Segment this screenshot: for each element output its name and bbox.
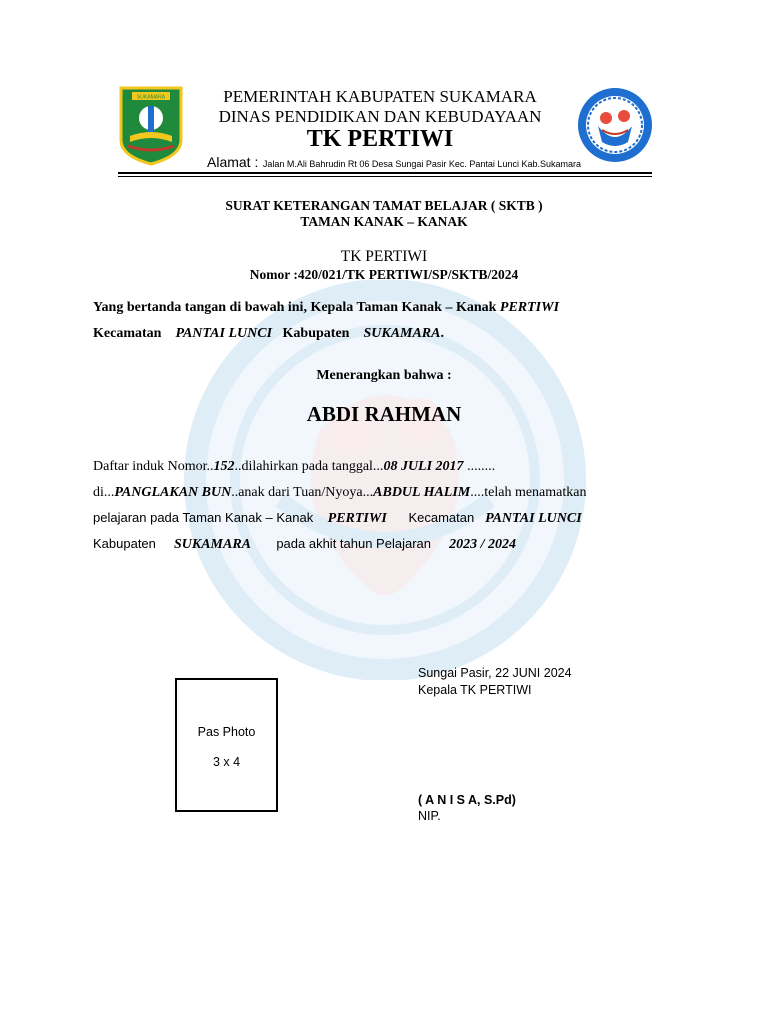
intro-kecamatan: PANTAI LUNCI: [175, 326, 273, 341]
tk-pertiwi-logo: [576, 86, 654, 164]
nomor-label: Daftar induk Nomor..: [93, 459, 214, 474]
study-school: PERTIWI: [327, 511, 387, 526]
study-kabupaten: SUKAMARA: [173, 537, 252, 552]
intro-kabupaten: SUKAMARA: [363, 326, 441, 341]
body-line2: [93, 485, 586, 501]
intro-school: PERTIWI: [499, 300, 560, 315]
study-kecamatan: PANTAI LUNCI: [485, 511, 582, 526]
signature-nip: NIP.: [418, 809, 441, 823]
header-rule-thin: [118, 176, 652, 177]
child-of-text: ..anak dari Tuan/Nyoya...: [231, 485, 374, 500]
header-rule-thick: [118, 172, 652, 174]
born-text: ..dilahirkan pada tanggal...: [234, 459, 384, 474]
di-label: di...: [93, 485, 115, 500]
kabupaten-sukamara-logo: [118, 84, 184, 166]
document-school: TK PERTIWI: [340, 248, 428, 265]
header-address: [207, 154, 581, 172]
document-subtitle: TAMAN KANAK – KANAK: [300, 214, 468, 229]
intro-line2: [93, 326, 444, 342]
left-logo-text: SUKAMARA: [136, 94, 166, 101]
nomor-value: 152: [213, 459, 235, 474]
birth-date: 08 JULI 2017: [383, 459, 464, 474]
intro-kecamatan-label: Kecamatan: [93, 326, 165, 341]
photo-label: Pas Photo: [197, 725, 256, 739]
intro-end: .: [440, 326, 444, 341]
body-line3: [93, 510, 582, 527]
signature-position: Kepala TK PERTIWI: [418, 683, 532, 697]
body-line1: [93, 459, 495, 475]
study-year: 2023 / 2024: [449, 537, 516, 552]
intro-kabupaten-label: Kabupaten: [282, 326, 353, 341]
intro-text: Yang bertanda tangan di bawah ini, Kepala Taman Kanak – Kanak: [93, 300, 500, 315]
finished-text: ....telah menamatkan: [470, 485, 587, 500]
header-line1: PEMERINTAH KABUPATEN SUKAMARA: [223, 87, 537, 106]
dots1: ........: [463, 459, 496, 474]
document-title: SURAT KETERANGAN TAMAT BELAJAR ( SKTB ): [225, 198, 543, 213]
photo-size: 3 x 4: [212, 755, 241, 769]
student-name: ABDI RAHMAN: [306, 402, 462, 426]
study-kecamatan-label: Kecamatan: [408, 510, 478, 525]
intro-line1: [93, 300, 559, 316]
parent-name: ABDUL HALIM: [373, 485, 471, 500]
document-number: Nomor :420/021/TK PERTIWI/SP/SKTB/2024: [249, 267, 519, 282]
photo-box: [175, 678, 278, 812]
signature-place-date: Sungai Pasir, 22 JUNI 2024: [418, 666, 572, 680]
header-line2: DINAS PENDIDIKAN DAN KEBUDAYAAN: [218, 107, 542, 126]
header-school-name: TK PERTIWI: [306, 126, 454, 152]
menerangkan-label: Menerangkan bahwa :: [316, 368, 452, 383]
study-label: pelajaran pada Taman Kanak – Kanak: [93, 510, 317, 525]
birth-place: PANGLAKAN BUN: [114, 485, 232, 500]
address-text: Jalan M.Ali Bahrudin Rt 06 Desa Sungai Pasir Kec. Pantai Lunci Kab.Sukamara: [262, 159, 581, 169]
body-line4: [93, 536, 516, 553]
year-label: pada akhit tahun Pelajaran: [276, 536, 435, 551]
address-label: Alamat :: [207, 154, 259, 170]
study-kabupaten-label: Kabupaten: [93, 536, 160, 551]
signature-name: ( A N I S A, S.Pd): [418, 793, 516, 807]
